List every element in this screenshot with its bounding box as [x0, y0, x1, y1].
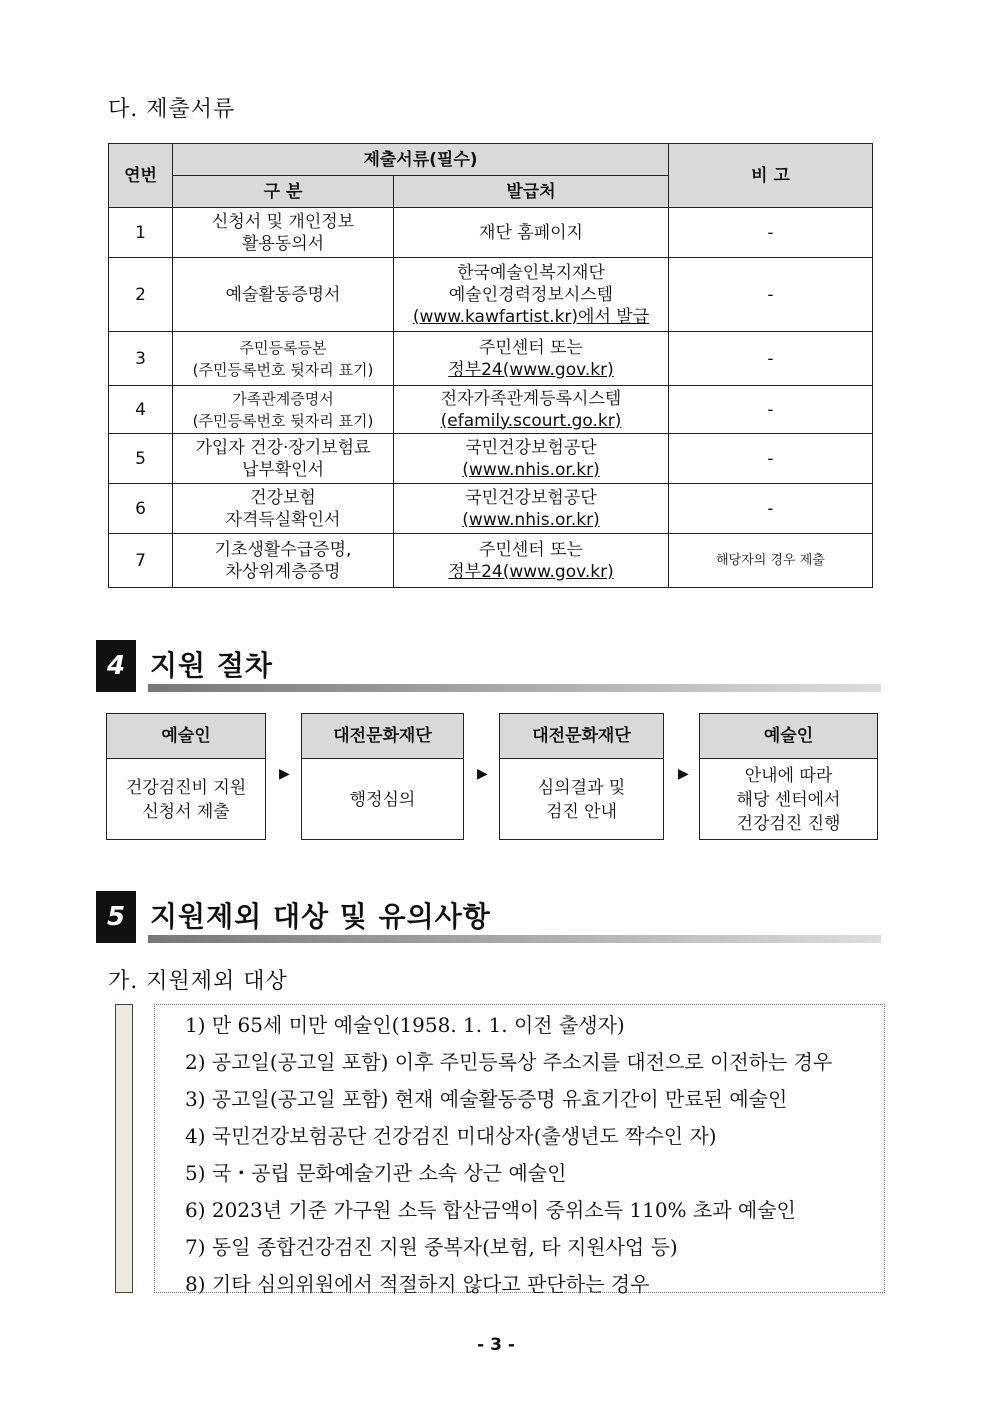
- cell-issuer: 전자가족관계등록시스템 (efamily.scourt.go.kr): [394, 386, 669, 434]
- arrow-right-icon: ▶: [678, 766, 689, 782]
- cell-type: 주민등록등본 (주민등록번호 뒷자리 표기): [173, 332, 394, 386]
- list-item: 7) 동일 종합건강검진 지원 중복자(보험, 타 지원사업 등): [185, 1235, 678, 1259]
- heading-number-badge: 4: [96, 640, 136, 692]
- heading-support-procedure: [96, 640, 886, 692]
- table-row: [109, 332, 873, 386]
- list-item: 8) 기타 심의위원에서 적절하지 않다고 판단하는 경우: [185, 1272, 650, 1296]
- list-item: 6) 2023년 기준 가구원 소득 합산금액이 중위소득 110% 초과 예술인: [185, 1198, 796, 1222]
- list-item: 2) 공고일(공고일 포함) 이후 주민등록상 주소지를 대전으로 이전하는 경우: [185, 1050, 833, 1074]
- cell-no: 2: [109, 258, 173, 332]
- table-row: [109, 258, 873, 332]
- cell-no: 1: [109, 208, 173, 258]
- cell-no: 4: [109, 386, 173, 434]
- cell-no: 5: [109, 434, 173, 484]
- exclusion-list-box: [154, 1004, 885, 1296]
- cell-note: -: [669, 434, 873, 484]
- step-head: 대전문화재단: [302, 714, 463, 759]
- step-body: 건강검진비 지원 신청서 제출: [125, 778, 247, 822]
- list-item: 1) 만 65세 미만 예술인(1958. 1. 1. 이전 출생자): [185, 1013, 625, 1037]
- section-title-exclusions: 가. 지원제외 대상: [108, 969, 288, 994]
- cell-issuer: 주민센터 또는 정부24(www.gov.kr): [394, 534, 669, 588]
- list-item: 3) 공고일(공고일 포함) 현재 예술활동증명 유효기간이 만료된 예술인: [185, 1087, 788, 1111]
- cell-type: 가족관계증명서 (주민등록번호 뒷자리 표기): [173, 386, 394, 434]
- procedure-step-2: [301, 713, 464, 840]
- cell-type: 기초생활수급증명, 차상위계층증명: [173, 534, 394, 588]
- cell-type: 건강보험 자격득실확인서: [173, 484, 394, 534]
- col-header-note: 비 고: [669, 144, 873, 208]
- cell-issuer: 한국예술인복지재단 예술인경력정보시스템 (www.kawfartist.kr)에서 발급: [394, 258, 669, 332]
- cell-note: -: [669, 386, 873, 434]
- heading-underline: [148, 684, 881, 692]
- cell-issuer: 국민건강보험공단 (www.nhis.or.kr): [394, 484, 669, 534]
- cell-no: 3: [109, 332, 173, 386]
- table-row: [109, 534, 873, 588]
- col-header-no: 연번: [109, 144, 173, 208]
- table-row: [109, 484, 873, 534]
- heading-title: 지원 절차: [150, 649, 273, 682]
- cell-issuer: 주민센터 또는 정부24(www.gov.kr): [394, 332, 669, 386]
- step-body: 안내에 따라 해당 센터에서 건강검진 진행: [736, 766, 841, 834]
- step-head: 예술인: [700, 714, 877, 759]
- step-head: 대전문화재단: [500, 714, 663, 759]
- table-row: [109, 386, 873, 434]
- cell-no: 7: [109, 534, 173, 588]
- heading-title: 지원제외 대상 및 유의사항: [150, 900, 491, 933]
- heading-exclusions: [96, 891, 886, 943]
- list-side-bar: [115, 1004, 133, 1293]
- cell-note: -: [669, 332, 873, 386]
- list-item: 4) 국민건강보험공단 건강검진 미대상자(출생년도 짝수인 자): [185, 1124, 717, 1148]
- cell-note: -: [669, 484, 873, 534]
- cell-no: 6: [109, 484, 173, 534]
- cell-note: -: [669, 258, 873, 332]
- col-header-type: 구 분: [173, 176, 394, 208]
- arrow-right-icon: ▶: [279, 766, 290, 782]
- cell-issuer: 재단 홈페이지: [394, 208, 669, 258]
- table-row: [109, 434, 873, 484]
- cell-note: -: [669, 208, 873, 258]
- step-head: 예술인: [107, 714, 265, 759]
- cell-issuer: 국민건강보험공단 (www.nhis.or.kr): [394, 434, 669, 484]
- cell-type: 가입자 건강·장기보험료 납부확인서: [173, 434, 394, 484]
- cell-type: 예술활동증명서: [173, 258, 394, 332]
- arrow-right-icon: ▶: [477, 766, 488, 782]
- step-body: 행정심의: [349, 790, 416, 810]
- procedure-step-3: [499, 713, 664, 840]
- col-header-docs: 제출서류(필수): [173, 144, 669, 176]
- procedure-step-4: [699, 713, 878, 840]
- heading-number-badge: 5: [96, 891, 136, 943]
- table-row: [109, 208, 873, 258]
- documents-table: [108, 143, 873, 588]
- step-body: 심의결과 및 검진 안내: [537, 778, 626, 822]
- list-item: 5) 국・공립 문화예술기관 소속 상근 예술인: [185, 1161, 567, 1185]
- cell-note: 해당자의 경우 제출: [669, 534, 873, 588]
- page-number: - 3 -: [477, 1335, 515, 1355]
- cell-type: 신청서 및 개인정보 활용동의서: [173, 208, 394, 258]
- section-title-documents: 다. 제출서류: [108, 97, 236, 122]
- heading-underline: [148, 935, 881, 943]
- col-header-issuer: 발급처: [394, 176, 669, 208]
- procedure-step-1: [106, 713, 266, 840]
